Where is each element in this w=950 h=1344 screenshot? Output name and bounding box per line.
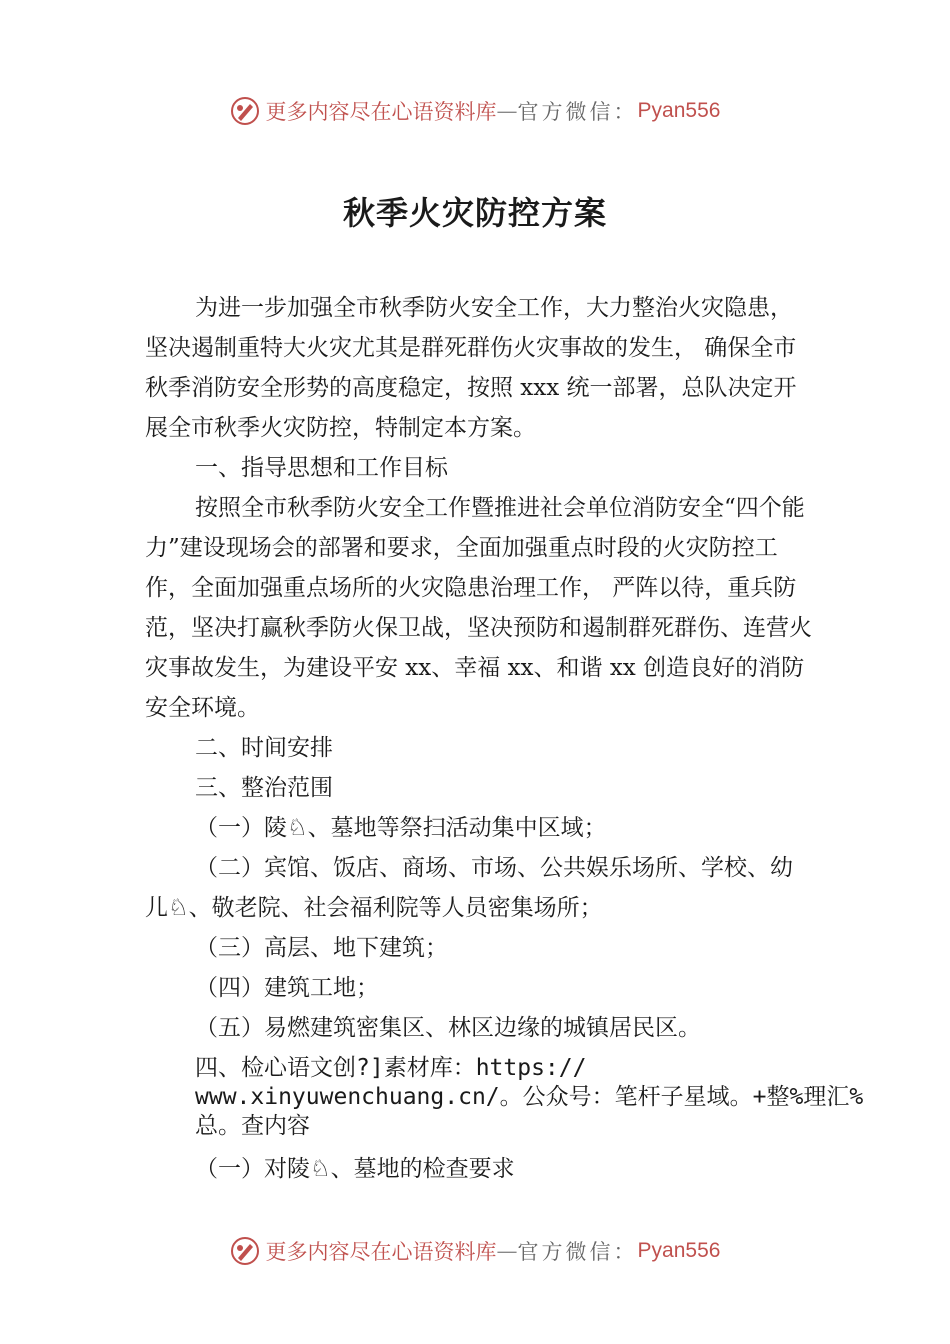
watermark-text: 更多内容尽在心语资料库 xyxy=(265,1240,497,1264)
scope-item-3: （三）高层、地下建筑； xyxy=(195,935,448,961)
watermark-footer xyxy=(0,1236,950,1266)
scope-item-5: （五）易燃建筑密集区、林区边缘的城镇居民区。 xyxy=(195,1015,701,1041)
watermark-separator: — xyxy=(496,1239,518,1263)
watermark-wechat-id: Pyan556 xyxy=(637,99,721,122)
watermark-header xyxy=(0,96,950,126)
document-title: 秋季火灾防控方案 xyxy=(342,194,607,232)
logo-icon xyxy=(230,1236,260,1266)
section-heading-3: 三、整治范围 xyxy=(195,775,333,801)
section-heading-2: 二、时间安排 xyxy=(195,735,333,761)
intro-paragraph: 为进一步加强全市秋季防火安全工作，大力整治火灾隐患，坚决遏制重特大火灾尤其是群死群伤火灾事故的发生， 确保全市秋季消防安全形势的高度稳定，按照 xxx 统一部署，总队决定开展全市秋季火灾防控，特制定本方案。 xyxy=(145,295,797,441)
inspection-item-1: （一）对陵♘、墓地的检查要求 xyxy=(195,1156,515,1182)
scope-item-1: （一）陵♘、墓地等祭扫活动集中区域； xyxy=(195,815,607,841)
watermark-wechat-label: 官方微信： xyxy=(517,100,638,124)
watermark-wechat-id: Pyan556 xyxy=(637,1239,721,1262)
watermark-separator: — xyxy=(496,99,518,123)
section-heading-1: 一、指导思想和工作目标 xyxy=(195,455,448,481)
document-body xyxy=(145,288,864,1189)
watermark-wechat-label: 官方微信： xyxy=(517,1240,638,1264)
section-heading-4: 四、检心语文创?]素材库：https:// www.xinyuwenchuang.cn/。公众号：笔杆子星域。+整%理汇%总。查内容 xyxy=(195,1055,864,1139)
logo-icon xyxy=(230,96,260,126)
scope-item-4: （四）建筑工地； xyxy=(195,975,379,1001)
paragraph-1: 按照全市秋季防火安全工作暨推进社会单位消防安全“四个能力”建设现场会的部署和要求，全面加强重点时段的火灾防控工作，全面加强重点场所的火灾隐患治理工作， 严阵以待，重兵防范，坚决打赢秋季防火保卫战，坚决预防和遏制群死群伤、连营火灾事故发生，为建设平安 xx、幸福 xx、和谐 xx 创造良好的消防安全环境。 xyxy=(145,495,812,721)
watermark-text: 更多内容尽在心语资料库 xyxy=(265,100,497,124)
scope-item-2: （二）宾馆、饭店、商场、市场、公共娱乐场所、学校、幼儿♘、敬老院、社会福利院等人员密集场所； xyxy=(145,855,793,921)
